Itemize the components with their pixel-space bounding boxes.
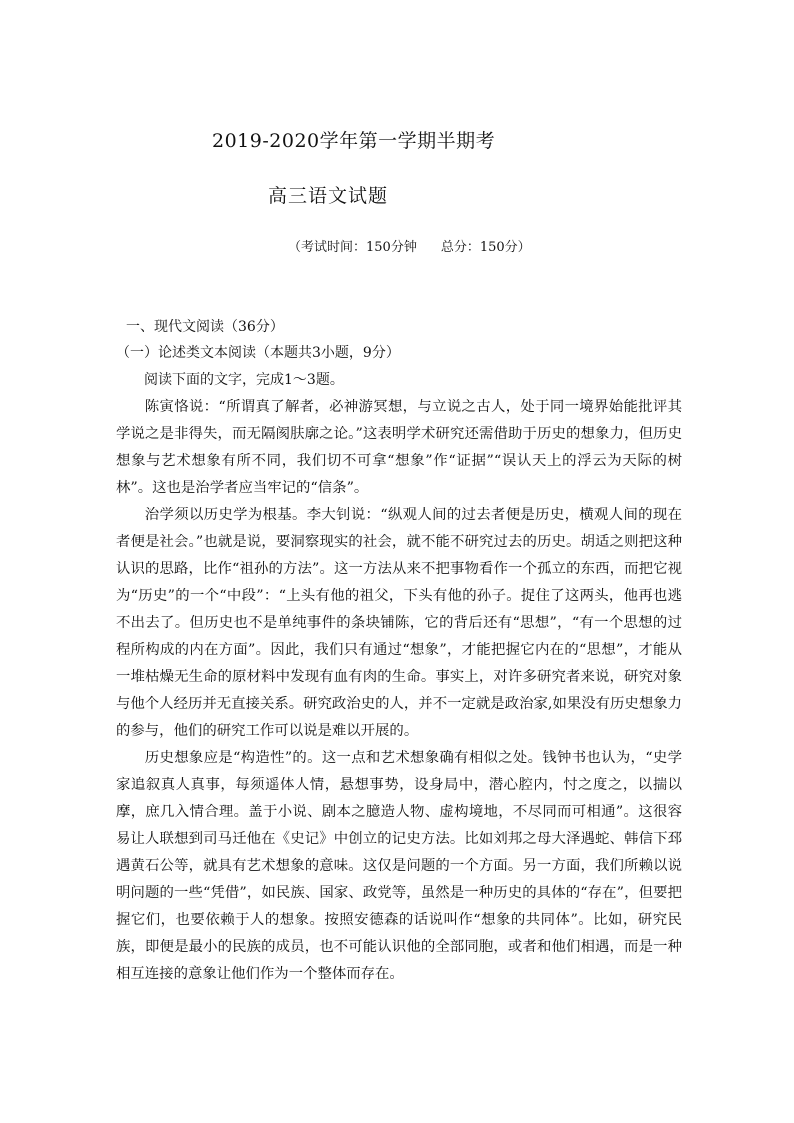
exam-time: （考试时间：150分钟 — [288, 240, 417, 255]
reading-passage — [116, 394, 682, 988]
passage-paragraph: 历史想象应是“构造性”的。这一点和艺术想象确有相似之处。钱钟书也认为，“史学家追叙真人真事，每须遥体人情，悬想事势，设身局中，潜心腔内，忖之度之，以揣以摩，庶几入情合理。盖于小说、剧本之臆造人物、虚构境地，不尽同而可相通”。这很容易让人联想到司马迁他在《史记》中创立的记史方法。比如刘邦之母大泽遇蛇、韩信下邳遇黄石公等，就具有艺术想象的意味。这仅是问题的一个方面。另一方面，我们所赖以说明问题的一些“凭借”，如民族、国家、政党等，虽然是一种历史的具体的“存在”，但要把握它们，也要依赖于人的想象。按照安德森的话说叫作“想象的共同体”。比如，研究民族，即便是最小的民族的成员，也不可能认识他的全部同胞，或者和他们相遇，而是一种相互连接的意象让他们作为一个整体而存在。 — [116, 750, 682, 982]
exam-info — [288, 236, 531, 255]
passage-paragraph: 陈寅恪说：“所谓真了解者，必神游冥想，与立说之古人，处于同一境界始能批评其学说之是非得失，而无隔阂肤廓之论。”这表明学术研究还需借助于历史的想象力，但历史想象与艺术想象有所不同，我们切不可拿“想象”作“证据”“误认天上的浮云为天际的树林”。这也是治学者应当牢记的“信条”。 — [116, 399, 682, 496]
passage-paragraph: 治学须以历史学为根基。李大钊说：“纵观人间的过去者便是历史，横观人间的现在者便是社会。”也就是说，要洞察现实的社会，就不能不研究过去的历史。胡适之则把这种认识的思路，比作“祖孙的方法”。这一方法从来不把事物看作一个孤立的东西，而把它视为“历史”的一个“中段”：“上头有他的祖父，下头有他的孙子。捉住了这两头，他再也逃不出去了。但历史也不是单纯事件的条块铺陈，它的背后还有“思想”，“有一个思想的过程所构成的内在方面”。因此，我们只有通过“想象”，才能把握它内在的“思想”，才能从一堆枯燥无生命的原材料中发现有血有肉的生命。事实上，对许多研究者来说，研究对象与他个人经历并无直接关系。研究政治史的人，并不一定就是政治家,如果没有历史想象力的参与，他们的研究工作可以说是难以开展的。 — [116, 507, 682, 739]
exam-title: 2019-2020学年第一学期半期考 — [212, 130, 496, 152]
section-subheading: （一）论述类文本阅读（本题共3小题，9分） — [116, 345, 400, 361]
reading-instruction: 阅读下面的文字，完成1～3题。 — [144, 372, 344, 388]
exam-subtitle: 高三语文试题 — [268, 185, 389, 207]
total-score: 总分：150分） — [440, 240, 531, 255]
section-heading: 一、现代文阅读（36分） — [126, 319, 284, 335]
